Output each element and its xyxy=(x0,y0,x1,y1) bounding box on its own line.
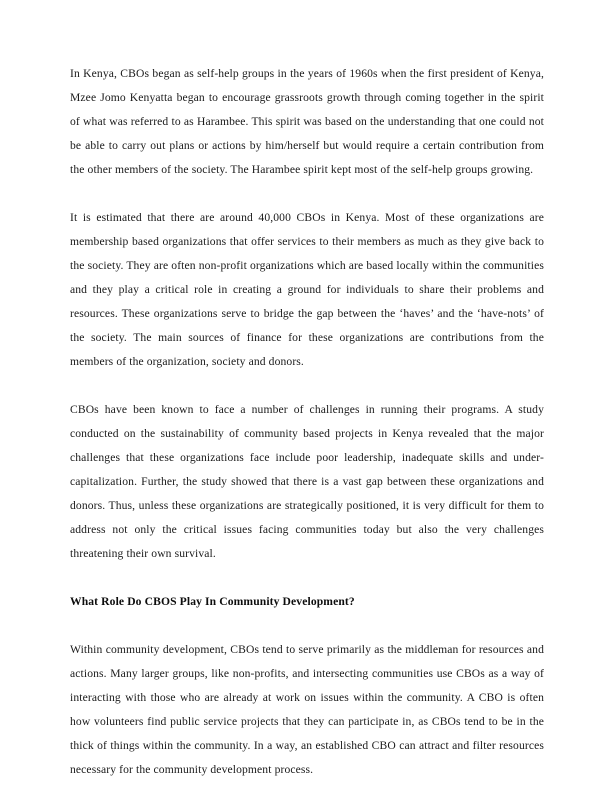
paragraph-cbo-estimates: It is estimated that there are around 40,000 CBOs in Kenya. Most of these organizations are membership based organizations that offer services to their members as much as they give back to the society. They are often non-profit organizations which are based locally within the communities and they play a critical role in creating a ground for individuals to share their problems and resources. These organizations serve to bridge the gap between the ‘haves’ and the ‘have-nots’ of the society. The main sources of finance for these organizations are contributions from the members of the organization, society and donors. xyxy=(70,211,544,368)
paragraph-origins-of-cbos: In Kenya, CBOs began as self-help groups in the years of 1960s when the first president of Kenya, Mzee Jomo Kenyatta began to encourage grassroots growth through coming together in the spirit of what was referred to as Harambee. This spirit was based on the understanding that one could not be able to carry out plans or actions by him/herself but would require a certain contribution from the other members of the society. The Harambee spirit kept most of the self-help groups growing. xyxy=(70,67,544,176)
heading-role-of-cbos: What Role Do CBOS Play In Community Development? xyxy=(70,595,355,608)
paragraph-cbos-as-middleman: Within community development, CBOs tend to serve primarily as the middleman for resources and actions. Many larger groups, like non-profits, and intersecting communities use CBOs as a way of interacting with those who are already at work on issues within the community. A CBO is often how volunteers find public service projects that they can participate in, as CBOs tend to be in the thick of things within the community. In a way, an established CBO can attract and filter resources necessary for the community development process. xyxy=(70,643,544,776)
document-text-column xyxy=(70,62,544,782)
paragraph-cbo-challenges: CBOs have been known to face a number of challenges in running their programs. A study conducted on the sustainability of community based projects in Kenya revealed that the major challenges that these organizations face include poor leadership, inadequate skills and under-capitalization. Further, the study showed that there is a vast gap between these organizations and donors. Thus, unless these organizations are strategically positioned, it is very difficult for them to address not only the critical issues facing communities today but also the very challenges threatening their own survival. xyxy=(70,403,544,560)
